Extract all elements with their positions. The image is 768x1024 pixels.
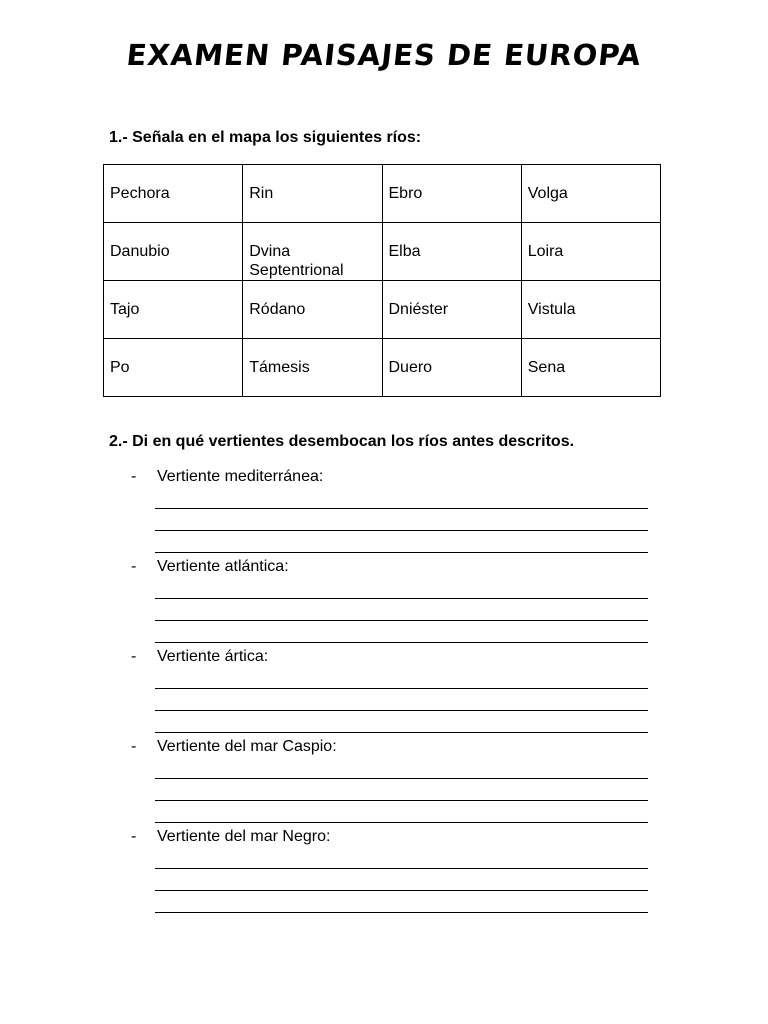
table-cell: Ródano (243, 281, 382, 339)
table-cell: Elba (382, 223, 521, 281)
answer-line[interactable] (155, 508, 648, 509)
page-title: EXAMEN PAISAJES DE EUROPA (124, 38, 644, 72)
answer-line[interactable] (155, 620, 648, 621)
answer-line[interactable] (155, 912, 648, 913)
answer-line[interactable] (155, 778, 648, 779)
question-1-heading: 1.- Señala en el mapa los siguientes ríos: (109, 129, 422, 146)
answer-line[interactable] (155, 822, 648, 823)
table-row (104, 281, 661, 339)
table-cell: Loira (521, 223, 660, 281)
answer-line[interactable] (155, 732, 648, 733)
list-dash: - (131, 648, 137, 665)
list-dash: - (131, 738, 137, 755)
slope-label: Vertiente del mar Caspio: (157, 738, 337, 755)
table-cell: Támesis (243, 339, 382, 397)
answer-line[interactable] (155, 890, 648, 891)
table-cell: Dniéster (382, 281, 521, 339)
table-row (104, 339, 661, 397)
table-cell: Duero (382, 339, 521, 397)
table-cell: Volga (521, 165, 660, 223)
slope-label: Vertiente atlántica: (157, 558, 289, 575)
table-cell: Rin (243, 165, 382, 223)
table-cell: Pechora (104, 165, 243, 223)
answer-line[interactable] (155, 598, 648, 599)
table-cell: Ebro (382, 165, 521, 223)
rivers-table (103, 164, 661, 397)
slope-label: Vertiente mediterránea: (157, 468, 324, 485)
table-cell: Sena (521, 339, 660, 397)
question-2-heading: 2.- Di en qué vertientes desembocan los ríos antes descritos. (109, 433, 575, 450)
table-row (104, 165, 661, 223)
table-row (104, 223, 661, 281)
list-dash: - (131, 828, 137, 845)
answer-line[interactable] (155, 530, 648, 531)
answer-line[interactable] (155, 710, 648, 711)
table-cell: Po (104, 339, 243, 397)
answer-line[interactable] (155, 642, 648, 643)
table-cell: Vistula (521, 281, 660, 339)
answer-line[interactable] (155, 800, 648, 801)
table-cell: Dvina Septentrional (243, 223, 382, 281)
table-cell: Tajo (104, 281, 243, 339)
slope-label: Vertiente del mar Negro: (157, 828, 331, 845)
table-cell: Danubio (104, 223, 243, 281)
list-dash: - (131, 468, 137, 485)
list-dash: - (131, 558, 137, 575)
answer-line[interactable] (155, 868, 648, 869)
answer-line[interactable] (155, 688, 648, 689)
answer-line[interactable] (155, 552, 648, 553)
slope-label: Vertiente ártica: (157, 648, 269, 665)
